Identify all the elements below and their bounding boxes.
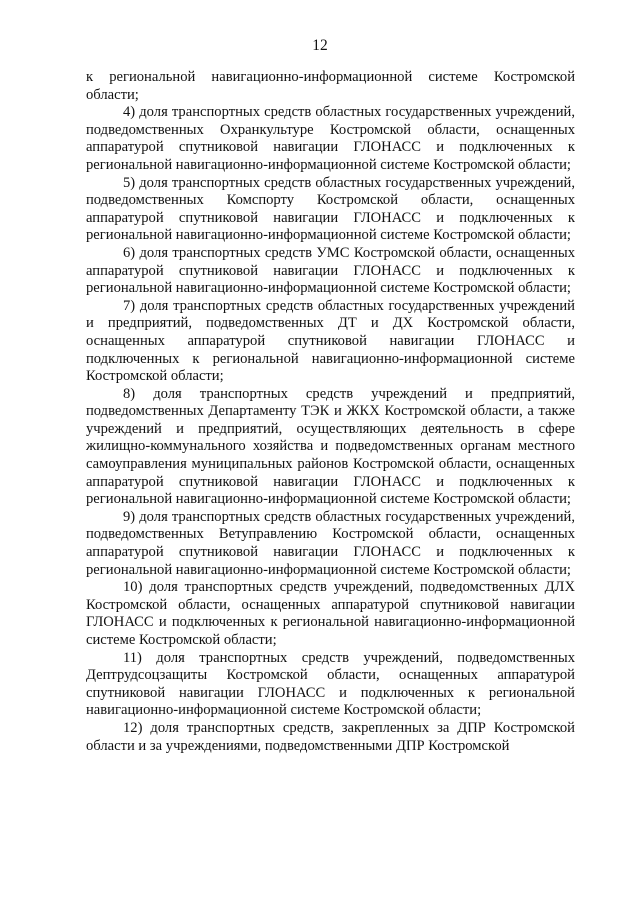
list-item-8: 8) доля транспортных средств учреждений и предприятий, подведомственных Департаменту ТЭК и ЖКХ Костромской области, а также учреждений и предприятий, осуществляющих деятельность в сфере жилищно-коммунального хозяйства и подведомственных органам местного самоуправления муниципальных районов Костромской области, оснащенных аппаратурой спутниковой навигации ГЛОНАСС и подключенных к региональной навигационно-информационной системе Костромской области; <box>86 385 575 508</box>
list-item-10: 10) доля транспортных средств учреждений, подведомственных ДЛХ Костромской области, оснащенных аппаратурой спутниковой навигации ГЛОНАСС и подключенных к региональной навигационно-информационной системе Костромской области; <box>86 579 575 648</box>
list-item-6: 6) доля транспортных средств УМС Костромской области, оснащенных аппаратурой спутниковой навигации ГЛОНАСС и подключенных к региональной навигационно-информационной системе Костромской области; <box>86 244 575 297</box>
list-item-5: 5) доля транспортных средств областных государственных учреждений, подведомственных Комспорту Костромской области, оснащенных аппаратурой спутниковой навигации ГЛОНАСС и подключенных к региональной навигационно-информационной системе Костромской области; <box>86 174 575 244</box>
page-number: 12 <box>312 37 328 54</box>
list-item-11: 11) доля транспортных средств учреждений, подведомственных Дептрудсоцзащиты Костромской области, оснащенных аппаратурой спутниковой навигации ГЛОНАСС и подключенных к региональной навигационно-информационной системе Костромской области; <box>86 649 575 719</box>
document-body <box>86 69 575 755</box>
list-item-4: 4) доля транспортных средств областных государственных учреждений, подведомственных Охранкультуре Костромской области, оснащенных аппаратурой спутниковой навигации ГЛОНАСС и подключенных к региональной навигационно-информационной системе Костромской области; <box>86 104 575 173</box>
list-item-7: 7) доля транспортных средств областных государственных учреждений и предприятий, подведомственных ДТ и ДХ Костромской области, оснащенных аппаратурой спутниковой навигации ГЛОНАСС и подключенных к региональной навигационно-информационной системе Костромской области; <box>86 297 575 385</box>
list-item-9: 9) доля транспортных средств областных государственных учреждений, подведомственных Ветуправлению Костромской области, оснащенных аппаратурой спутниковой навигации ГЛОНАСС и подключенных к региональной навигационно-информационной системе Костромской области; <box>86 508 575 578</box>
list-item-12: 12) доля транспортных средств, закрепленных за ДПР Костромской области и за учреждениями, подведомственными ДПР Костромской <box>86 719 575 754</box>
paragraph-continuation: к региональной навигационно-информационной системе Костромской области; <box>86 69 575 103</box>
